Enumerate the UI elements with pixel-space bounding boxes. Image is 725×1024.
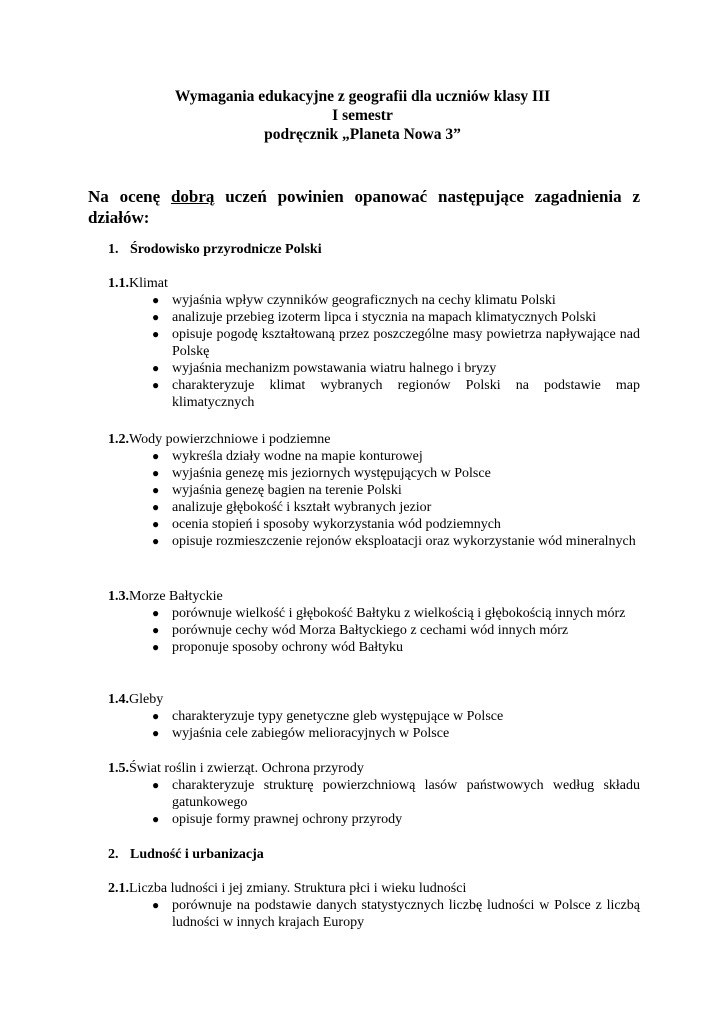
bullet-icon: ●	[152, 378, 160, 392]
list-item	[150, 377, 640, 411]
bullet-icon: ●	[152, 517, 160, 531]
list-item	[150, 622, 640, 639]
subsection-title: Wody powierzchniowe i podziemne	[129, 432, 331, 447]
list-item-text: proponuje sposoby ochrony wód Bałtyku	[172, 640, 403, 655]
section-title: Ludność i urbanizacja	[130, 847, 264, 862]
section-heading	[108, 846, 264, 863]
bullet-icon: ●	[152, 640, 160, 654]
bullet-icon: ●	[152, 310, 160, 324]
subsection-title: Świat roślin i zwierząt. Ochrona przyrody	[129, 761, 364, 776]
list-item	[150, 482, 640, 499]
list-item-text: charakteryzuje strukturę powierzchniową lasów państwowych według składu gatunkowego	[172, 778, 640, 810]
bullet-icon: ●	[152, 293, 160, 307]
subsection-heading	[108, 760, 364, 777]
subsection-number: 1.3.	[108, 589, 129, 604]
subsection-heading	[108, 691, 163, 708]
list-item	[150, 708, 640, 725]
bullet-icon: ●	[152, 483, 160, 497]
list-item	[150, 292, 640, 309]
list-item-text: ocenia stopień i sposoby wykorzystania wód podziemnych	[172, 517, 501, 532]
list-item-text: porównuje wielkość i głębokość Bałtyku z wielkością i głębokością innych mórz	[172, 606, 626, 621]
lead-grade-underlined: dobrą	[170, 187, 215, 206]
subsection-title: Morze Bałtyckie	[129, 589, 223, 604]
bullet-list	[150, 605, 640, 656]
bullet-icon: ●	[152, 500, 160, 514]
list-item-text: wyjaśnia wpływ czynników geograficznych na cechy klimatu Polski	[172, 293, 556, 308]
subsection-heading	[108, 880, 466, 897]
subsection-title: Gleby	[129, 692, 164, 707]
subsection-heading	[108, 431, 330, 448]
section-number: 1.	[108, 242, 119, 257]
list-item	[150, 811, 640, 828]
list-item-text: opisuje formy prawnej ochrony przyrody	[172, 812, 403, 827]
list-item-text: porównuje cechy wód Morza Bałtyckiego z cechami wód innych mórz	[172, 623, 569, 638]
list-item	[150, 360, 640, 377]
lead-before: Na ocenę	[88, 187, 171, 206]
list-item-text: wyjaśnia mechanizm powstawania wiatru halnego i bryzy	[172, 361, 497, 376]
bullet-icon: ●	[152, 449, 160, 463]
list-item	[150, 533, 640, 550]
subsection-number: 1.4.	[108, 692, 129, 707]
bullet-icon: ●	[152, 623, 160, 637]
document-semester: I semestr	[332, 107, 393, 124]
list-item	[150, 499, 640, 516]
list-item-text: wyjaśnia genezę mis jeziornych występujących w Polsce	[172, 466, 491, 481]
bullet-icon: ●	[152, 361, 160, 375]
list-item-text: porównuje na podstawie danych statystycznych liczbę ludności w Polsce z liczbą ludności w innych krajach Europy	[172, 898, 640, 930]
list-item-text: charakteryzuje typy genetyczne gleb występujące w Polsce	[172, 709, 504, 724]
section-title: Środowisko przyrodnicze Polski	[130, 242, 322, 257]
bullet-icon: ●	[152, 726, 160, 740]
subsection-number: 1.5.	[108, 761, 129, 776]
bullet-icon: ●	[152, 778, 160, 792]
bullet-list	[150, 708, 640, 742]
bullet-icon: ●	[152, 709, 160, 723]
subsection-number: 1.1.	[108, 276, 129, 291]
bullet-list	[150, 292, 640, 411]
bullet-icon: ●	[152, 327, 160, 341]
document-textbook: podręcznik „Planeta Nowa 3”	[264, 126, 461, 143]
bullet-icon: ●	[152, 812, 160, 826]
bullet-icon: ●	[152, 606, 160, 620]
bullet-list	[150, 777, 640, 828]
list-item-text: analizuje przebieg izoterm lipca i stycznia na mapach klimatycznych Polski	[172, 310, 597, 325]
list-item	[150, 605, 640, 622]
subsection-number: 1.2.	[108, 432, 129, 447]
bullet-list	[150, 897, 640, 931]
list-item-text: wyjaśnia cele zabiegów melioracyjnych w Polsce	[172, 726, 450, 741]
list-item-text: charakteryzuje klimat wybranych regionów Polski na podstawie map klimatycznych	[172, 378, 640, 410]
subsection-heading	[108, 275, 168, 292]
list-item-text: opisuje pogodę kształtowaną przez poszczególne masy powietrza napływające nad Polskę	[172, 327, 640, 359]
bullet-icon: ●	[152, 534, 160, 548]
list-item	[150, 448, 640, 465]
bullet-list	[150, 448, 640, 550]
subsection-title: Liczba ludności i jej zmiany. Struktura płci i wieku ludności	[129, 881, 467, 896]
list-item	[150, 326, 640, 360]
subsection-title: Klimat	[129, 276, 168, 291]
list-item-text: analizuje głębokość i kształt wybranych jezior	[172, 500, 432, 515]
list-item	[150, 465, 640, 482]
lead-after: uczeń powinien opanować następujące zagadnienia z działów:	[88, 187, 641, 227]
bullet-icon: ●	[152, 466, 160, 480]
document-title: Wymagania edukacyjne z geografii dla uczniów klasy III	[174, 88, 551, 105]
section-heading	[108, 241, 322, 258]
list-item	[150, 516, 640, 533]
subsection-number: 2.1.	[108, 881, 129, 896]
list-item	[150, 725, 640, 742]
list-item	[150, 897, 640, 931]
grade-requirement-lead	[88, 186, 640, 228]
bullet-icon: ●	[152, 898, 160, 912]
list-item-text: opisuje rozmieszczenie rejonów eksploatacji oraz wykorzystanie wód mineralnych	[172, 534, 636, 549]
subsection-heading	[108, 588, 223, 605]
section-number: 2.	[108, 847, 119, 862]
list-item-text: wykreśla działy wodne na mapie konturowej	[172, 449, 423, 464]
list-item-text: wyjaśnia genezę bagien na terenie Polski	[172, 483, 402, 498]
list-item	[150, 639, 640, 656]
list-item	[150, 777, 640, 811]
list-item	[150, 309, 640, 326]
